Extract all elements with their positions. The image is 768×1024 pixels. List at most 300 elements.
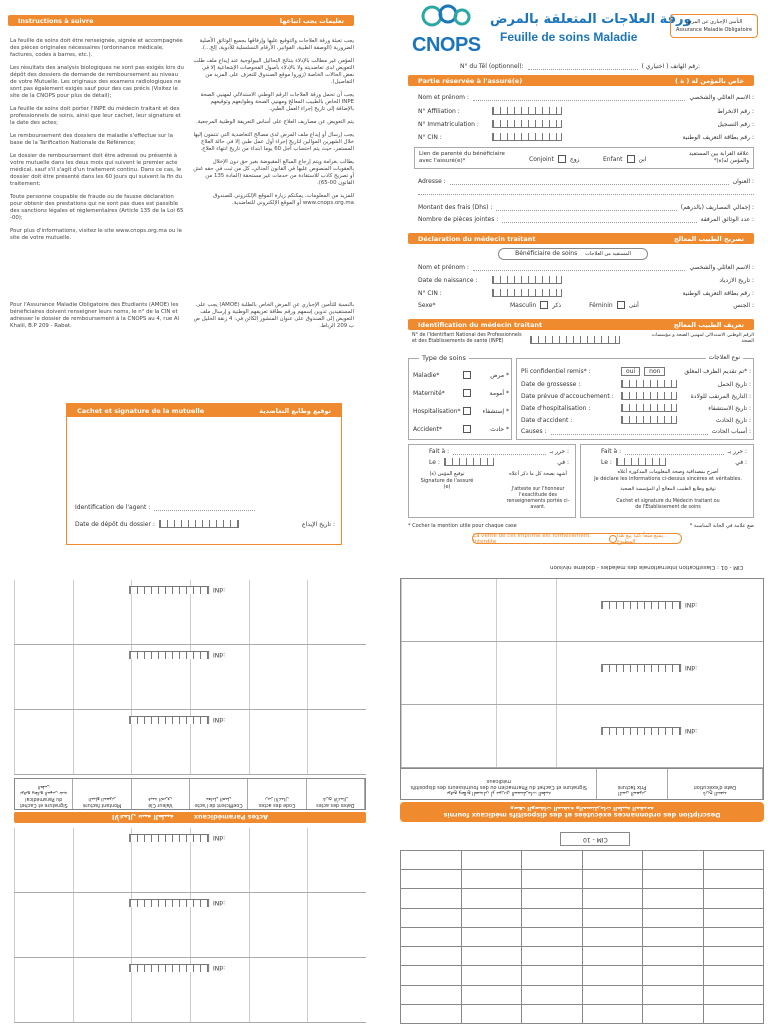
type-maternite — [413, 389, 509, 397]
instruction-fr: Le remboursement des dossiers de maladie s'effectue sur la base de la Tarification Nationale de Référence; — [10, 133, 173, 146]
cim-small-text: CIM - 10 — [582, 836, 608, 843]
column-label: Date d'exécution — [693, 784, 737, 790]
dni-cell[interactable] — [73, 580, 132, 644]
table-cell[interactable] — [401, 947, 462, 966]
ordonnance-column-header — [668, 769, 763, 799]
dni-cell[interactable] — [307, 580, 366, 644]
beneficiaire-label-ar: المستفيد من العلاجات — [585, 251, 631, 257]
paramedical-column-header — [132, 779, 190, 809]
dni-cell[interactable] — [73, 893, 132, 957]
table-cell[interactable] — [461, 985, 522, 1004]
benef-name-label-ar: الاسم العائلي والشخصي : — [689, 264, 754, 271]
table-row — [401, 851, 764, 870]
ordonnance-cell[interactable] — [496, 579, 556, 641]
med-fait-a-label: Fait à : — [601, 448, 622, 455]
agent-label: Identification de l'agent : — [75, 504, 151, 511]
note-cocher-ar: * ضع علامة في الخانة المناسبة — [689, 523, 754, 529]
hospitalisation-date-label-ar: تاريخ الاستشفاء : — [708, 404, 751, 412]
id-medecin-title-ar: تعريف الطبيب المعالج — [673, 320, 744, 329]
table-row — [401, 966, 764, 985]
type-accident-checkbox[interactable] — [463, 425, 471, 433]
dni-label — [129, 716, 225, 724]
dni-cell[interactable] — [14, 710, 73, 774]
atteste-fr: J'atteste sur l'honneur l'exactitude des renseignements portés ci-avant. — [506, 487, 570, 510]
table-cell[interactable] — [582, 966, 643, 985]
feuille-de-soins — [400, 0, 768, 560]
form-title-fr: Feuille de soins Maladie — [500, 30, 638, 44]
table-cell[interactable] — [582, 985, 643, 1004]
type-maladie-label-ar: مرض * — [490, 371, 509, 379]
naissance-label-ar: تاريخ الازدياد : — [719, 276, 754, 284]
depot-date-field[interactable] — [159, 520, 239, 528]
fi-label: في : — [557, 458, 569, 466]
signature-medecin-box — [580, 444, 754, 518]
le-date-field[interactable] — [444, 458, 494, 466]
dni-block — [14, 645, 366, 710]
hospitalisation-date-label: Date d'hospitalisation : — [521, 404, 591, 412]
cachet-medecin-ar: توقيع وطابع الطبيب المعالج أو المؤسسة الصحية — [620, 487, 716, 492]
conjoint-label: Conjoint — [529, 155, 554, 163]
medecin-header-ar: تصريح الطبيب المعالج — [674, 234, 744, 243]
table-cell[interactable] — [522, 947, 583, 966]
dni-text: :dNI — [685, 601, 698, 609]
table-cell[interactable] — [401, 1004, 462, 1023]
ordonnance-block — [401, 642, 763, 705]
causes-field[interactable] — [551, 429, 708, 435]
beneficiaire-label: Bénéficiaire de soins — [515, 250, 578, 257]
type-maladie-label: Maladie* — [413, 371, 440, 379]
table-cell[interactable] — [582, 908, 643, 927]
amoe-note-ar: بالنسبة للتأمين الإجباري عن المرض الخاص بالطلبة (AMOE) يجب على المستفيدين تدوين إسمهم ورقم بطاقة تعريفهم الوطنية و إرسال ملف التعويض إلى الصندوق على عنوان المنشور الكائن في: 4 زنقة الخليل ص ب 209 الرباط. — [193, 302, 354, 329]
column-label: Dates des actes — [316, 802, 355, 807]
enfant-label-ar: ابن — [638, 155, 647, 163]
instruction-fr: La feuille de soins doit porter l'INPE du médecin traitant et des professionnels de soins, ainsi que leur cachet, leur signature et la date des actes; — [10, 106, 181, 126]
table-row — [401, 927, 764, 946]
grossesse-label-ar: تاريخ الحمل : — [717, 380, 751, 388]
actes-paramedicaux-title-ar: الأعمال شبه الطبية — [112, 813, 174, 822]
table-cell[interactable] — [582, 870, 643, 889]
accident-date-row — [521, 416, 751, 424]
conjoint-label-ar: زوج — [569, 155, 580, 163]
table-cell[interactable] — [522, 908, 583, 927]
table-cell[interactable] — [703, 851, 764, 870]
dni-label — [601, 727, 697, 735]
instruction-ar: المؤمن غير مطالب بالإدلاء بنتائج التحاليل البيولوجية عند إيداع ملف طلب التعويض لدى تعاضديته ولا بالإدلاء بأصول الفحوصات الإشعاعية إلا في بعض الحالات الخاصة (زوروا موقع الصندوق للتعرف على المزيد من التفاصيل). — [193, 58, 354, 85]
dni-text: :dNI — [213, 651, 226, 659]
dni-cell[interactable] — [307, 710, 366, 774]
dni-cell[interactable] — [73, 958, 132, 1022]
benef-cin-row — [418, 289, 754, 297]
table-cell[interactable] — [643, 966, 704, 985]
beneficiaire-pill — [498, 248, 648, 260]
table-cell[interactable] — [703, 908, 764, 927]
med-le-label: Le : — [601, 458, 612, 466]
column-label-ar: المبلغ المفوتر — [88, 796, 116, 801]
tel-row — [460, 63, 700, 70]
ordonnance-cell[interactable] — [496, 705, 556, 767]
table-cell[interactable] — [401, 889, 462, 908]
mutuelle-cachet-title-fr: Cachet et signature de la mutuelle — [77, 406, 205, 415]
ordonnance-cell[interactable] — [496, 642, 556, 704]
accident-date-label-ar: تاريخ الحادث : — [715, 416, 751, 424]
table-cell[interactable] — [643, 947, 704, 966]
table-cell[interactable] — [582, 889, 643, 908]
ordonnance-cell[interactable] — [556, 579, 763, 641]
dni-block — [14, 710, 366, 775]
table-cell[interactable] — [461, 908, 522, 927]
depot-label-ar: تاريخ الإيداع : — [302, 520, 335, 528]
hospitalisation-date-field[interactable] — [621, 404, 677, 412]
dni-cell[interactable] — [307, 828, 366, 892]
dni-field[interactable] — [129, 586, 209, 594]
table-cell[interactable] — [643, 889, 704, 908]
masculin-label: Masculin — [510, 301, 537, 309]
column-label: Prix facturé — [617, 784, 647, 790]
ordonnance-block — [401, 705, 763, 768]
ordonnance-grid-top — [400, 578, 764, 768]
table-cell[interactable] — [522, 985, 583, 1004]
dni-field[interactable] — [129, 964, 209, 972]
ordonnances-title: Description des ordonnances exécutées et des dispositifs médicaux fournis — [443, 811, 721, 819]
id-medecin-title-fr: Identification du médecin traitant — [418, 320, 543, 329]
tel-label-ar: رقم الهاتف ( اختياري ): — [641, 63, 700, 70]
mutuelle-cachet-header — [67, 404, 341, 417]
instruction-fr: La feuille de soins doit être renseignée, signée et accompagnée des pièces originales nécessaires (ordonnance médicale, factures, codes à barres, etc.). — [10, 38, 183, 58]
pli-non-option[interactable]: non — [644, 367, 665, 376]
type-hospitalisation-checkbox[interactable] — [463, 407, 471, 415]
table-cell[interactable] — [522, 966, 583, 985]
dni-block — [14, 893, 366, 958]
masculin-label-ar: ذكر — [552, 301, 562, 309]
ordonnance-cell[interactable] — [401, 579, 496, 641]
dni-cell[interactable] — [249, 958, 308, 1022]
table-cell[interactable] — [522, 851, 583, 870]
paramedical-columns-header — [14, 778, 366, 810]
harrar-label: حرر بـ : — [549, 448, 569, 455]
column-label-ar: معامل العمل — [205, 796, 232, 801]
table-cell[interactable] — [703, 966, 764, 985]
table-cell[interactable] — [522, 870, 583, 889]
column-label: Montant facturé — [82, 802, 122, 807]
dni-cell[interactable] — [14, 958, 73, 1022]
no-entry-icon — [609, 535, 617, 543]
conjoint-option — [529, 155, 580, 163]
amo-badge-fr: Assurance Maladie Obligatoire — [675, 27, 753, 33]
type-soins-box — [408, 354, 512, 440]
dni-field[interactable] — [129, 834, 209, 842]
type-hospitalisation-label: Hospitalisation* — [413, 407, 461, 415]
table-cell[interactable] — [703, 1004, 764, 1023]
pieces-label-ar: عدد الوثائق المرفقة : — [700, 216, 754, 223]
column-label-ar: توقيع وطابع الصيدلي أو موردي المستلزمات الطبية — [446, 790, 552, 796]
enfant-label: Enfant — [603, 155, 623, 163]
ordonnance-cell[interactable] — [556, 705, 763, 767]
assure-name-field[interactable] — [473, 95, 685, 101]
table-cell[interactable] — [643, 985, 704, 1004]
table-cell[interactable] — [461, 889, 522, 908]
table-cell[interactable] — [522, 1004, 583, 1023]
dni-cell[interactable] — [249, 710, 308, 774]
sign-assure-label-ar: توقيع المؤمن (ة) — [429, 471, 465, 477]
ordonnance-block — [401, 579, 763, 642]
column-label: Signature et Cachet du Pharmacien ou des fournisseurs des dispositifs médicaux — [410, 778, 587, 790]
dni-label — [129, 834, 225, 842]
paramedical-column-header — [190, 779, 248, 809]
type-hospitalisation — [413, 407, 509, 415]
dni-block — [14, 828, 366, 893]
dni-cell[interactable] — [73, 828, 132, 892]
ordonnance-cell[interactable] — [556, 642, 763, 704]
accident-date-field[interactable] — [621, 416, 677, 424]
type-maternite-checkbox[interactable] — [463, 389, 471, 397]
dni-label — [129, 899, 225, 907]
ordonnance-cell[interactable] — [401, 705, 496, 767]
table-cell[interactable] — [401, 851, 462, 870]
agent-row — [75, 504, 255, 511]
amoe-note-fr: Pour l'Assurance Maladie Obligatoire des Etudiants (AMOE) les bénéficiaires doivent renseigner leurs noms, le n° de la CIN et adresser le dossier de remboursement à la CNOPS au 4, rue Al Khalil, B.P 209 - Rabat. — [10, 302, 180, 329]
cachet-medecin-fr: Cachet et signature du Médecin traitant ou de l'Etablissement de soins — [616, 499, 720, 510]
table-cell[interactable] — [461, 966, 522, 985]
instruction-fr: Toute personne coupable de fraude ou de fausse déclaration pour obtenir des prestations qui ne sont pas dues est passible des sanctions légales et réglementaires (Article 135 de la Loi 65 -00); — [10, 194, 184, 221]
immatriculation-field[interactable] — [492, 120, 562, 128]
table-cell[interactable] — [401, 870, 462, 889]
frais-label-ar: إجمالي المصاريف (بالدرهم) : — [680, 204, 754, 211]
table-cell[interactable] — [401, 985, 462, 1004]
masculin-checkbox[interactable] — [540, 301, 548, 309]
paramedical-column-header — [15, 779, 73, 809]
dni-text: :dNI — [685, 664, 698, 672]
frais-field[interactable] — [496, 205, 676, 211]
dni-cell[interactable] — [307, 893, 366, 957]
medecin-section-header — [408, 233, 754, 244]
med-le-row — [601, 458, 747, 466]
lien-label-ar: علاقة القرابة بين المستفيد والمؤمن له(ة)* — [688, 151, 749, 164]
benef-name-field[interactable] — [473, 265, 685, 271]
dni-cell[interactable] — [249, 893, 308, 957]
table-row — [401, 1004, 764, 1023]
tel-label: N° du Tél (optionnel): — [460, 63, 524, 70]
dni-field[interactable] — [129, 716, 209, 724]
med-fait-a-field[interactable] — [625, 449, 724, 455]
instruction-ar: يجب إرسال أو إيداع ملف المرض لدى مصالح التعاضدية التي تنتمون إليها خلال الشهرين الموالين لتاريخ إجراء أول عمل طبي إلا في حالة العلاج المستمر، حيث يتم احتساب أجل 60 يوما ابتداء من تاريخ انتهاء العلاج. — [193, 132, 354, 152]
accouchement-row — [521, 392, 751, 400]
column-label-ar: الثمن المفوتر — [618, 790, 646, 796]
dni-cell[interactable] — [249, 828, 308, 892]
tel-field[interactable] — [528, 64, 638, 70]
table-cell[interactable] — [703, 889, 764, 908]
table-cell[interactable] — [522, 889, 583, 908]
affiliation-field[interactable] — [492, 107, 562, 115]
type-maladie-checkbox[interactable] — [463, 371, 471, 379]
med-harrar-label: حرر بـ : — [727, 448, 747, 455]
dni-cell[interactable] — [307, 958, 366, 1022]
dni-cell[interactable] — [73, 645, 132, 709]
benef-cin-field[interactable] — [492, 289, 562, 297]
sign-assure-label: Signature de l'assuré (e) — [420, 478, 474, 490]
dni-block — [14, 580, 366, 645]
pli-label: Pli confidentiel remis* : — [521, 368, 591, 375]
affiliation-label: N° Affiliation : — [418, 107, 460, 115]
table-cell[interactable] — [401, 927, 462, 946]
dni-cell[interactable] — [14, 893, 73, 957]
vente-interdite-ar: يمنع منعاً كليا بيع هذا المطبوع — [616, 532, 664, 545]
med-fait-a-row — [601, 448, 747, 455]
id-medecin-header — [408, 319, 754, 330]
dni-field[interactable] — [601, 601, 681, 609]
ordonnances-header — [400, 802, 764, 822]
benef-name-label: Nom et prénom : — [418, 264, 469, 271]
accouchement-label-ar: التاريخ المرتقب للولادة : — [690, 392, 751, 400]
table-cell[interactable] — [643, 1004, 704, 1023]
cnops-logo — [412, 4, 482, 56]
sexe-label-ar: الجنس : — [733, 301, 754, 309]
instructions-title-ar: تعليمات يجب اتباعها — [279, 16, 344, 25]
table-cell[interactable] — [643, 851, 704, 870]
dni-cell[interactable] — [307, 645, 366, 709]
instruction-ar: يتم التعويض عن مصاريف العلاج على أساس التعريفة الوطنية المرجعية. — [196, 119, 354, 125]
naissance-label: Date de naissance : — [418, 276, 478, 284]
depot-row — [75, 520, 335, 528]
dni-grid-top — [14, 580, 366, 776]
fait-a-field[interactable] — [453, 449, 546, 455]
table-cell[interactable] — [643, 870, 704, 889]
dni-label — [601, 601, 697, 609]
causes-row — [521, 428, 751, 435]
actes-paramedicaux-header — [14, 812, 366, 823]
nature-soins-box — [516, 354, 754, 440]
table-cell[interactable] — [522, 927, 583, 946]
feminin-checkbox[interactable] — [617, 301, 625, 309]
column-label-ar: توقيع وطابع المهني شبه الطبي — [19, 784, 68, 795]
table-cell[interactable] — [401, 966, 462, 985]
table-cell[interactable] — [582, 851, 643, 870]
table-cell[interactable] — [401, 908, 462, 927]
dni-grid-bottom — [14, 828, 366, 1024]
table-cell[interactable] — [643, 908, 704, 927]
med-le-date-field[interactable] — [616, 458, 666, 466]
dni-text: :dNI — [213, 899, 226, 907]
dni-field[interactable] — [129, 651, 209, 659]
ordonnances-sheet — [400, 560, 768, 1024]
table-cell[interactable] — [703, 947, 764, 966]
table-cell[interactable] — [461, 851, 522, 870]
grossesse-label: Date de grossesse : — [521, 380, 581, 388]
adresse-field[interactable] — [450, 179, 729, 185]
sexe-row — [418, 301, 754, 309]
pieces-row — [418, 216, 754, 223]
fait-a-label: Fait à : — [429, 448, 450, 455]
dni-text: :dNI — [213, 716, 226, 724]
table-row — [401, 889, 764, 908]
table-cell[interactable] — [461, 927, 522, 946]
pli-oui-option[interactable]: oui — [621, 367, 640, 376]
table-cell[interactable] — [582, 947, 643, 966]
pieces-field[interactable] — [502, 217, 696, 223]
adresse-row — [418, 178, 754, 185]
dni-field[interactable] — [129, 899, 209, 907]
table-cell[interactable] — [461, 870, 522, 889]
cin-field[interactable] — [492, 133, 562, 141]
ordonnance-column-header — [401, 769, 597, 799]
instruction-ar: يطالب بغرامة ويتم إرجاع المبالغ المقبوضة بغير حق دون الإخلال بالعقوبات المنصوص عليها في القانون الجنائي، كل من ثبت في حقه غش أو تصريح كاذب للاستفادة من خدمات غير مستحقة (المادة 135 من القانون 00-65). — [193, 159, 354, 186]
cin-label: N° CIN : — [418, 133, 442, 141]
grossesse-row — [521, 380, 751, 388]
dni-cell[interactable] — [73, 710, 132, 774]
table-cell[interactable] — [703, 985, 764, 1004]
ordonnance-cell[interactable] — [401, 642, 496, 704]
table-cell[interactable] — [703, 927, 764, 946]
accouchement-field[interactable] — [621, 392, 677, 400]
column-label-ar: رمز الأعمال — [265, 796, 289, 801]
instruction-ar: يجب تعبئة ورقة العلاجات والتوقيع عليها وإرفاقها بجميع الوثائق الأصلية الضرورية (الوصفة الطبية، الفواتير، الأرقام التسلسلية للأدوية، إلخ...). — [199, 38, 354, 51]
medecin-header-fr: Déclaration du médecin traitant — [418, 234, 536, 243]
ordonnances-title-ar: وصف الوصفات المنفذة والمستلزمات الطبية المقدمة — [510, 805, 654, 811]
dni-cell[interactable] — [14, 580, 73, 644]
dni-field[interactable] — [601, 727, 681, 735]
dni-cell[interactable] — [14, 828, 73, 892]
enfant-checkbox[interactable] — [627, 155, 635, 163]
mutuelle-cachet-title-ar: توقيع وطابع التعاضدية — [259, 406, 331, 415]
instruction-fr: Les résultats des analysis biologiques ne sont pas exigés lors du dépôt des dossiers de demande de remboursement au niveau de votre Mutuelle. Les originaux des examens radiologiques ne sont pas également exigés sauf pour des cas précis (Visitez le site de la CNOPS pour plus de détail); — [10, 65, 184, 99]
nature-soins-title-ar: نوع العلاجات — [706, 354, 743, 361]
instruction-fr: Pour plus d'informations, visitez le site www.cnops.org.ma ou le site de votre mutuelle. — [10, 228, 182, 241]
instructions-ar-column — [192, 38, 354, 207]
inpe-field[interactable] — [530, 336, 620, 344]
cin-label-ar: رقم بطاقة التعريف الوطنية : — [682, 133, 754, 141]
dni-cell[interactable] — [14, 645, 73, 709]
table-cell[interactable] — [461, 947, 522, 966]
sexe-label: Sexe* — [418, 301, 436, 309]
lien-label: Lien de parenté du bénéficiaire avec l'assuré(e)* — [419, 151, 505, 164]
pli-label-ar: تم تقديم الظرف المغلق* : — [684, 368, 751, 375]
type-accident — [413, 425, 509, 433]
table-cell[interactable] — [461, 1004, 522, 1023]
naissance-field[interactable] — [492, 276, 562, 284]
agent-field[interactable] — [154, 505, 255, 511]
grossesse-field[interactable] — [621, 380, 677, 388]
causes-label: Causes : — [521, 428, 547, 435]
table-cell[interactable] — [582, 1004, 643, 1023]
table-cell[interactable] — [643, 927, 704, 946]
cnops-logo-text: CNOPS — [412, 34, 481, 56]
frais-row — [418, 204, 754, 211]
assure-header-ar: خاص بالمؤمن له ( ة ) — [675, 76, 744, 85]
vente-interdite-fr: La vente de cet imprimé est formellement interdite — [473, 532, 590, 545]
assure-name-label: Nom et prénom : — [418, 94, 469, 101]
table-cell[interactable] — [703, 870, 764, 889]
conjoint-checkbox[interactable] — [558, 155, 566, 163]
instructions-panel — [0, 0, 368, 340]
instructions-title-fr: Instructions à suivre — [18, 16, 94, 25]
cim-small-label — [560, 832, 630, 846]
dni-cell[interactable] — [249, 645, 308, 709]
dni-field[interactable] — [601, 664, 681, 672]
dni-cell[interactable] — [249, 580, 308, 644]
assure-name-row — [418, 94, 754, 101]
table-cell[interactable] — [582, 927, 643, 946]
signature-assure-box — [408, 444, 576, 518]
table-row — [401, 985, 764, 1004]
column-label-ar: تاريخ التنفيذ — [702, 790, 727, 796]
dni-label — [129, 964, 225, 972]
instruction-fr: Le dossier de remboursement doit être adressé ou présenté à votre mutuelle dans les deux mois qui suivent le premier acte médical, sauf s'il s'agit d'un traitement continu. Dans ce cas, le dossier doit être présenté dans les 60 jours qui suivent la fin du traitement; — [10, 153, 183, 187]
column-label: Coefficient de l'acte — [194, 802, 243, 807]
column-label: Code des actes — [258, 802, 296, 807]
benef-cin-label: N° CIN : — [418, 289, 442, 297]
causes-label-ar: أسباب الحادث : — [711, 428, 751, 435]
cim-note: CIM - 01 : Classification internationale des maladies - dixième révision — [550, 564, 744, 570]
type-maternite-label-ar: أمومة * — [489, 389, 509, 397]
